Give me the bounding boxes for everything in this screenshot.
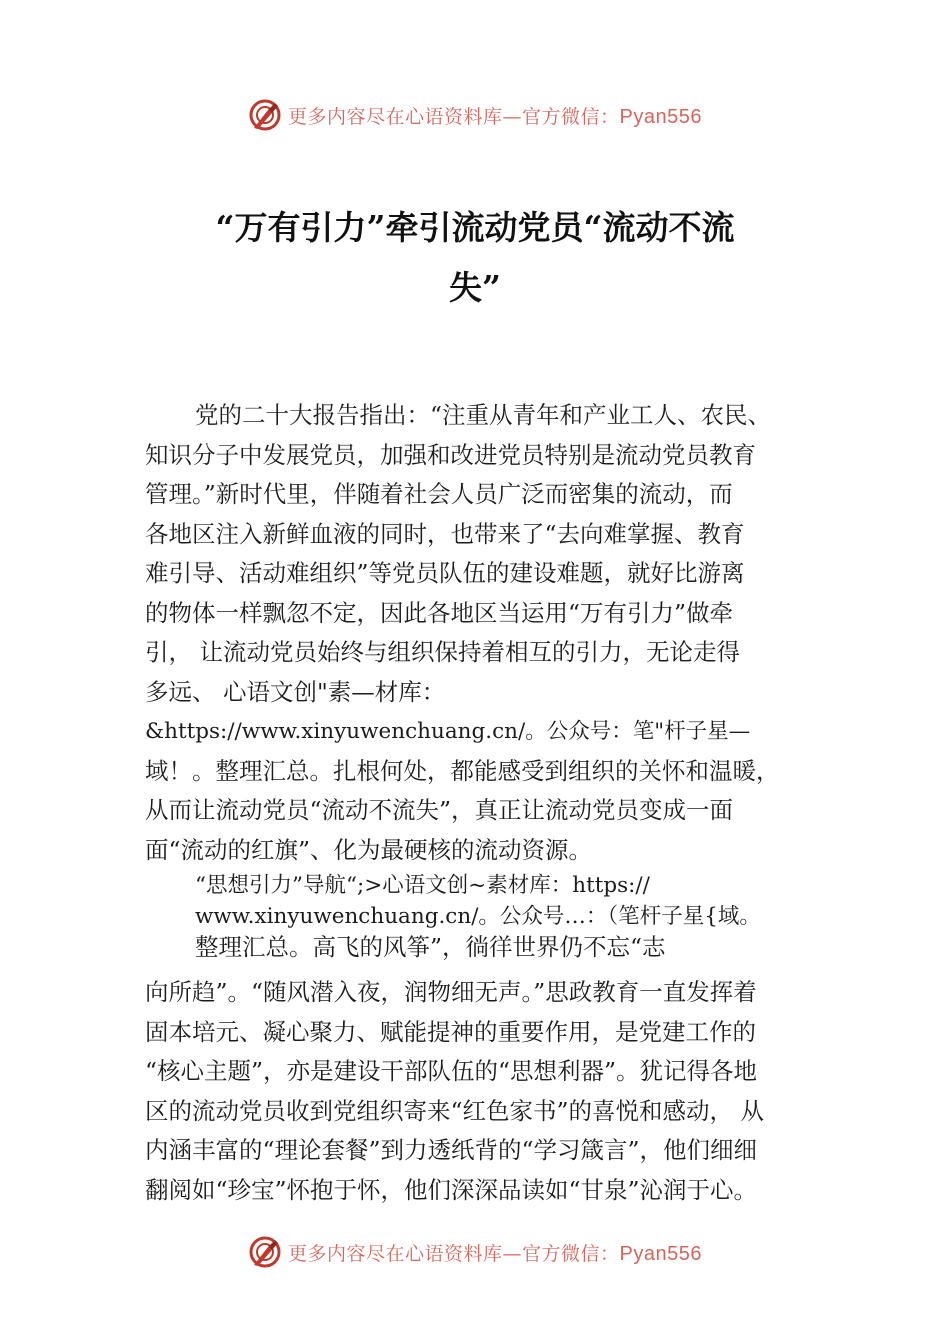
paragraph-line: &https://www.xinyuwenchuang.cn/。公众号：笔"杆子星— xyxy=(145,719,751,744)
footer-watermark xyxy=(0,1232,950,1272)
paragraph-line: 面“流动的红旗”、化为最硬核的流动资源。 xyxy=(145,835,593,864)
article-body xyxy=(145,396,825,1210)
pen-seal-icon xyxy=(248,98,282,132)
paragraph-line: 从而让流动党员“流动不流失”，真正让流动党员变成一面 xyxy=(145,796,734,824)
watermark-text: 更多内容尽在心语资料库—官方微信：Pyan556 xyxy=(288,1242,702,1265)
pen-seal-icon xyxy=(248,1235,282,1269)
paragraph-line: 内涵丰富的“理论套餐”到力透纸背的“学习箴言”，他们细细 xyxy=(145,1136,758,1164)
watermark-text: 更多内容尽在心语资料库—官方微信：Pyan556 xyxy=(288,105,702,128)
paragraph-line: 区的流动党员收到党组织寄来“红色家书”的喜悦和感动， 从 xyxy=(145,1096,764,1125)
quote-line: 整理汇总。高飞的风筝”，徜徉世界仍不忘“志 xyxy=(195,933,666,961)
quote-line: www.xinyuwenchuang.cn/。公众号…：（笔杆子星{域。 xyxy=(195,904,761,929)
paragraph-line: 难引导、活动难组织”等党员队伍的建设难题，就好比游离 xyxy=(145,559,745,587)
paragraph-line: 党的二十大报告指出：“注重从青年和产业工人、农民、 xyxy=(195,401,772,429)
title-line-1: “万有引力”牵引流动党员“流动不流 xyxy=(215,208,735,247)
paragraph-line: 翻阅如“珍宝”怀抱于怀，他们深深品读如“甘泉”沁润于心。 xyxy=(145,1175,758,1204)
paragraph-line: 知识分子中发展党员，加强和改进党员特别是流动党员教育 xyxy=(145,440,756,469)
paragraph-line: 向所趋”。“随风潜入夜，润物细无声。”思政教育一直发挥着 xyxy=(145,978,757,1006)
paragraph-line: 引， 让流动党员始终与组织保持着相互的引力，无论走得 xyxy=(145,638,740,666)
paragraph-line: 域！。整理汇总。扎根何处，都能感受到组织的关怀和温暖， xyxy=(145,756,780,785)
paragraph-line: 的物体一样飘忽不定，因此各地区当运用“万有引力”做牵 xyxy=(145,598,734,627)
quote-line: “思想引力”导航“;>心语文创~素材库：https:// xyxy=(195,873,650,898)
paragraph-line: “核心主题”，亦是建设干部队伍的“思想利器”。犹记得各地 xyxy=(145,1057,758,1085)
paragraph-line: 固本培元、凝心聚力、赋能提神的重要作用，是党建工作的 xyxy=(145,1017,756,1046)
paragraph-line: 管理。”新时代里，伴随着社会人员广泛而密集的流动，而 xyxy=(145,480,733,508)
quote-block xyxy=(145,870,825,963)
header-watermark xyxy=(0,95,950,135)
paragraph-line: 多远、 心语文创"素—材库： xyxy=(145,677,446,706)
title-line-2: 失” xyxy=(449,268,501,307)
page-title xyxy=(140,198,810,318)
paragraph-line: 各地区注入新鲜血液的同时，也带来了“去向难掌握、教育 xyxy=(145,519,745,548)
